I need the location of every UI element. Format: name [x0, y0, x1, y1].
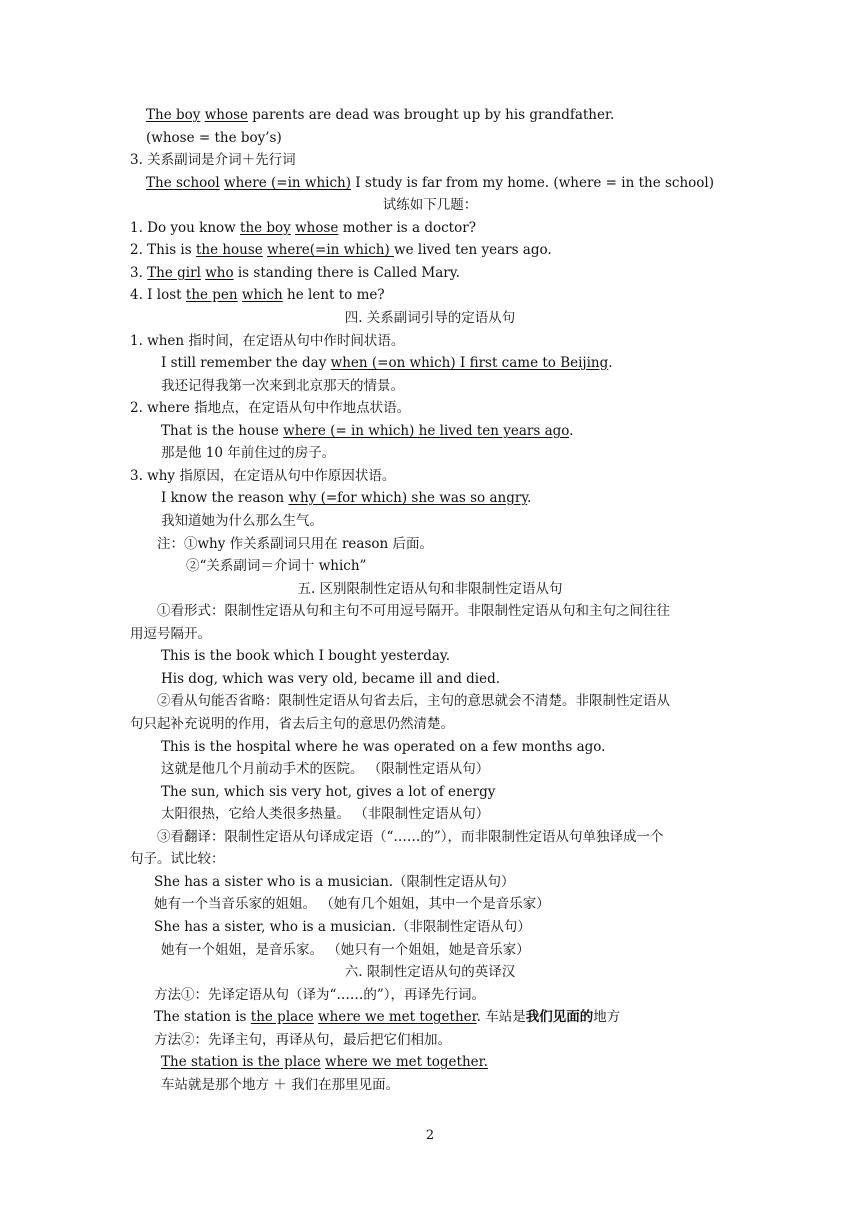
translation-line: 这就是他几个月前动手术的医院。 （限制性定语从句） [161, 761, 490, 777]
method-line: 方法②：先译主句，再译从句，最后把它们相加。 [154, 1032, 451, 1048]
text: I still remember the day [161, 355, 331, 371]
text: parents are dead was brought up by his grandfather. [247, 107, 615, 123]
text: . [527, 490, 532, 506]
text: 4. I lost [130, 287, 186, 303]
text: he lent to me? [282, 287, 385, 303]
text: The station is [154, 1009, 251, 1025]
underlined-phrase: whose [295, 220, 339, 236]
exercise-item [130, 286, 385, 304]
underlined-phrase: The school [146, 175, 220, 191]
paragraph-line: ①看形式：限制性定语从句和主句不可用逗号隔开。非限制性定语从句和主句之间往往 [157, 603, 670, 619]
example-line: The sun, which sis very hot, gives a lot of energy [161, 784, 496, 800]
example-line [161, 422, 573, 440]
translation-line: 太阳很热，它给人类很多热量。 （非限制性定语从句） [161, 806, 490, 822]
paragraph-line: 句只起补充说明的作用，省去后主句的意思仍然清楚。 [130, 716, 454, 732]
underlined-phrase: who [205, 265, 234, 281]
section-item: 1. when 指时间，在定语从句中作时间状语。 [130, 333, 405, 349]
text: . [569, 423, 574, 439]
example-line: This is the book which I bought yesterday. [161, 648, 451, 664]
paragraph-line: 用逗号隔开。 [130, 626, 211, 642]
underlined-phrase: why (=for which) she was so angry [288, 490, 528, 506]
bold-phrase: 我们见面的 [525, 1009, 594, 1025]
text: 2. This is [130, 242, 196, 258]
underlined-phrase: whose [204, 107, 248, 123]
exercise-item [130, 264, 460, 282]
section-item: 3. why 指原因，在定语从句中作原因状语。 [130, 468, 396, 484]
section-item: 2. where 指地点，在定语从句中作地点状语。 [130, 400, 411, 416]
section-item: 3. 关系副词是介词＋先行词 [130, 152, 296, 168]
example-line [161, 1053, 488, 1071]
example-line [154, 1008, 620, 1026]
translation-line: 我还记得我第一次来到北京那天的情景。 [161, 378, 404, 394]
text: I study is far from my home. (where = in the school) [351, 175, 715, 191]
translation-line: 车站就是那个地方 ＋ 我们在那里见面。 [161, 1077, 400, 1093]
text: 地方 [593, 1009, 621, 1025]
text: we lived ten years ago. [394, 242, 552, 258]
underlined-phrase: where(=in which) [267, 242, 395, 258]
underlined-phrase: the place [250, 1009, 314, 1025]
translation-line: 她有一个姐姐，是音乐家。 （她只有一个姐姐，她是音乐家） [161, 942, 530, 958]
text: mother is a doctor? [338, 220, 476, 236]
example-line: His dog, which was very old, became ill and died. [161, 671, 501, 687]
text: is standing there is Called Mary. [233, 265, 460, 281]
underlined-phrase: The girl [147, 265, 201, 281]
underlined-phrase: the house [195, 242, 263, 258]
underlined-phrase: which [241, 287, 283, 303]
text: I know the reason [161, 490, 289, 506]
translation-line: 她有一个当音乐家的姐姐。 （她有几个姐姐，其中一个是音乐家） [154, 896, 550, 912]
section-heading: 六. 限制性定语从句的英译汉 [344, 964, 516, 980]
example-line [146, 106, 614, 124]
underlined-phrase: The boy [146, 107, 201, 123]
section-heading: 四. 关系副词引导的定语从句 [344, 310, 516, 326]
underlined-phrase: where (= in which) he lived ten years ago [283, 423, 570, 439]
underlined-phrase: the pen [185, 287, 238, 303]
exercise-item [130, 241, 552, 259]
text: . 车站是 [476, 1009, 526, 1025]
section-heading: 五. 区别限制性定语从句和非限制性定语从句 [297, 581, 563, 597]
underlined-phrase: where we met together [318, 1009, 477, 1025]
note-line: 注：①why 作关系副词只用在 reason 后面。 [157, 536, 433, 552]
exercise-item [130, 219, 476, 237]
note-line: ②“关系副词＝介词十 which” [186, 558, 367, 574]
exercise-heading: 试练如下几题： [382, 197, 478, 213]
underlined-phrase: where (=in which) [224, 175, 351, 191]
page-number: 2 [425, 1128, 435, 1143]
example-line: This is the hospital where he was operated on a few months ago. [161, 739, 606, 755]
text: 3. [130, 265, 148, 281]
example-line [161, 354, 613, 372]
example-line [161, 489, 531, 507]
underlined-phrase: the boy [240, 220, 291, 236]
paragraph-line: 句子。试比较： [130, 851, 225, 867]
method-line: 方法①：先译定语从句（译为“……的”），再译先行词。 [154, 987, 486, 1003]
paragraph-line: ③看翻译：限制性定语从句译成定语（“……的”），而非限制性定语从句单独译成一个 [157, 829, 664, 845]
underlined-phrase: when (=on which) I first came to Beijing [330, 355, 609, 371]
text: 1. Do you know [130, 220, 241, 236]
translation-line: 我知道她为什么那么生气。 [161, 513, 323, 529]
underlined-phrase: The station is the place [161, 1054, 321, 1070]
text-line: (whose = the boy’s) [146, 130, 282, 146]
paragraph-line: ②看从句能否省略：限制性定语从句省去后，主句的意思就会不清楚。非限制性定语从 [157, 693, 670, 709]
example-line [146, 174, 714, 192]
example-line: She has a sister who is a musician.（限制性定语从句） [154, 874, 515, 890]
translation-line: 那是他 10 年前住过的房子。 [161, 445, 336, 461]
text: . [608, 355, 613, 371]
underlined-phrase: where we met together. [325, 1054, 488, 1070]
example-line: She has a sister, who is a musician.（非限制性定语从句） [154, 919, 531, 935]
text: That is the house [161, 423, 284, 439]
